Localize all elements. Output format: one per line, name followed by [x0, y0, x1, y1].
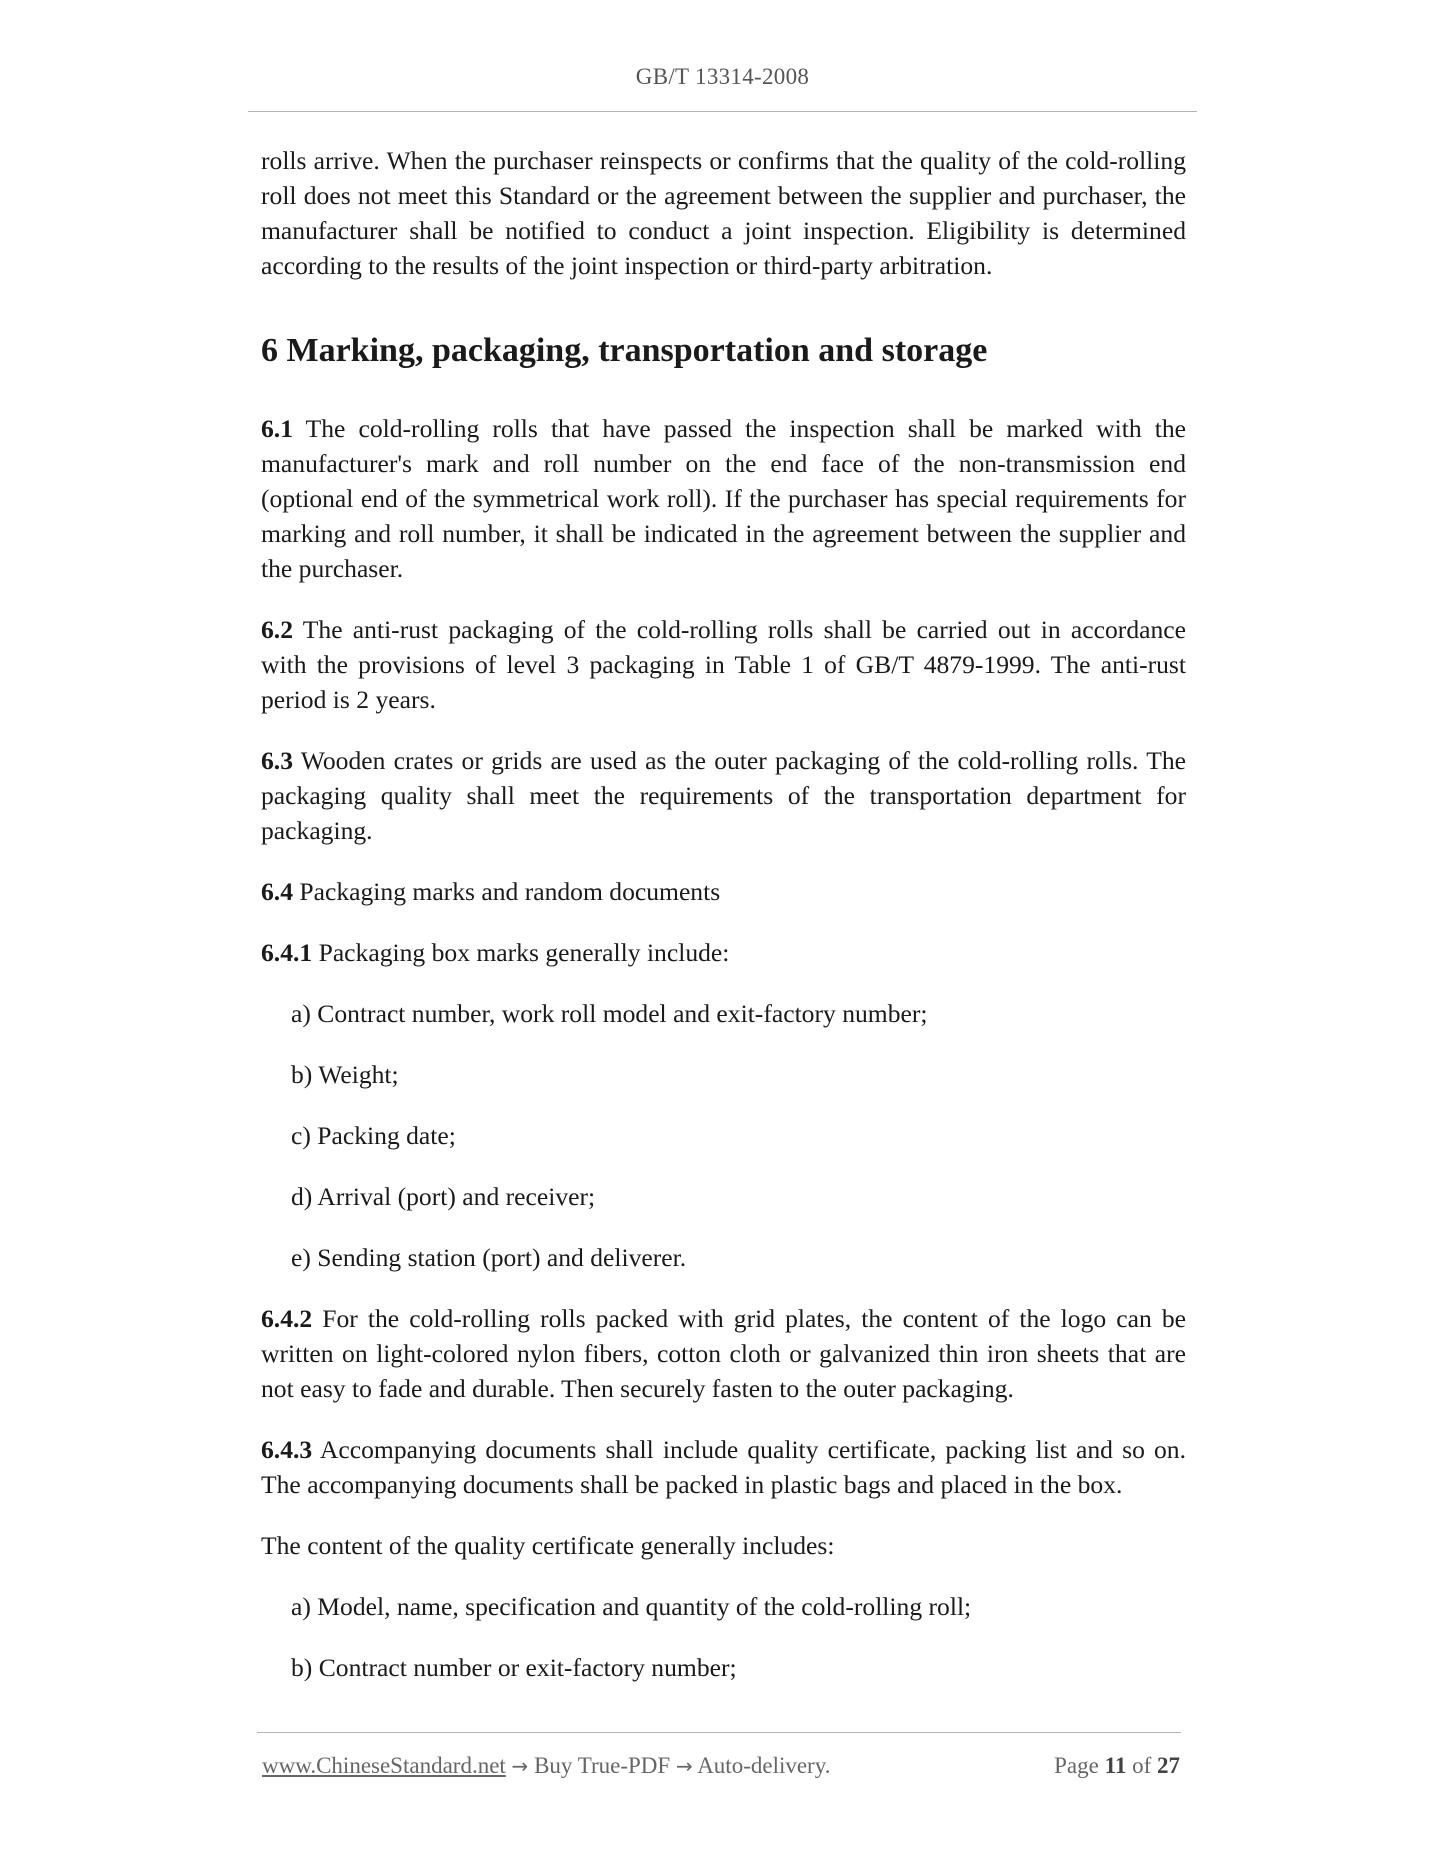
page-of-label: of	[1132, 1753, 1152, 1778]
list-item: b) Weight;	[291, 1060, 399, 1089]
clause-text: Packaging box marks generally include:	[312, 938, 730, 967]
list-item: c) Packing date;	[291, 1121, 456, 1150]
page-current: 11	[1104, 1753, 1127, 1778]
site-link[interactable]: www.ChineseStandard.net	[262, 1753, 506, 1778]
clause-6-4-2	[261, 1301, 1186, 1406]
clause-number: 6.3	[261, 746, 293, 775]
clause-number: 6.4	[261, 877, 293, 906]
page-content	[261, 143, 1186, 1711]
clause-6-2	[261, 612, 1186, 717]
clause-number: 6.2	[261, 615, 293, 644]
footer-step-buy: Buy True-PDF	[528, 1753, 676, 1778]
footer-step-delivery: Auto-delivery.	[692, 1753, 831, 1778]
clause-number: 6.4.1	[261, 938, 313, 967]
arrow-right-icon: →	[675, 1754, 693, 1778]
list-item: a) Contract number, work roll model and exit-factory number;	[291, 999, 928, 1028]
header-divider	[248, 111, 1197, 112]
page-total: 27	[1157, 1753, 1180, 1778]
clause-number: 6.4.3	[261, 1435, 313, 1464]
clause-text: Packaging marks and random documents	[293, 877, 721, 906]
footer-promo	[262, 1753, 830, 1779]
clause-6-3	[261, 743, 1186, 848]
list-item: b) Contract number or exit-factory number;	[291, 1653, 737, 1682]
document-header: GB/T 13314-2008	[635, 64, 810, 89]
certificate-intro: The content of the quality certificate generally includes:	[261, 1531, 835, 1560]
intro-paragraph: rolls arrive. When the purchaser reinspects or confirms that the quality of the cold-rolling roll does not meet this Standard or the agreement between the supplier and purchaser, the manufacturer shall be notified to conduct a joint inspection. Eligibility is determined according to the results of the joint inspection or third-party arbitration.	[261, 146, 1186, 280]
clause-6-4-1	[261, 935, 1186, 970]
section-title: 6 Marking, packaging, transportation and storage	[261, 332, 988, 369]
list-item: a) Model, name, specification and quantity of the cold-rolling roll;	[291, 1592, 972, 1621]
arrow-right-icon: →	[511, 1754, 529, 1778]
clause-text: For the cold-rolling rolls packed with grid plates, the content of the logo can be written on light-colored nylon fibers, cotton cloth or galvanized thin iron sheets that are not easy to fade and durable. Then securely fasten to the outer packaging.	[261, 1304, 1186, 1403]
page-label: Page	[1054, 1753, 1099, 1778]
clause-6-4	[261, 874, 1186, 909]
clause-number: 6.4.2	[261, 1304, 313, 1333]
page-indicator	[1054, 1753, 1180, 1779]
clause-6-4-3	[261, 1432, 1186, 1502]
list-item: e) Sending station (port) and deliverer.	[291, 1243, 687, 1272]
clause-text: Accompanying documents shall include quality certificate, packing list and so on. The accompanying documents shall be packed in plastic bags and placed in the box.	[261, 1435, 1186, 1499]
clause-text: The cold-rolling rolls that have passed the inspection shall be marked with the manufacturer's mark and roll number on the end face of the non-transmission end (optional end of the symmetrical work roll). If the purchaser has special requirements for marking and roll number, it shall be indicated in the agreement between the supplier and the purchaser.	[261, 414, 1186, 583]
clause-number: 6.1	[261, 414, 293, 443]
footer-divider	[257, 1732, 1181, 1733]
clause-text: The anti-rust packaging of the cold-rolling rolls shall be carried out in accordance with the provisions of level 3 packaging in Table 1 of GB/T 4879-1999. The anti-rust period is 2 years.	[261, 615, 1186, 714]
clause-6-1	[261, 411, 1186, 586]
list-item: d) Arrival (port) and receiver;	[291, 1182, 596, 1211]
clause-text: Wooden crates or grids are used as the outer packaging of the cold-rolling rolls. The packaging quality shall meet the requirements of the transportation department for packaging.	[261, 746, 1186, 845]
page-footer	[262, 1753, 1180, 1779]
